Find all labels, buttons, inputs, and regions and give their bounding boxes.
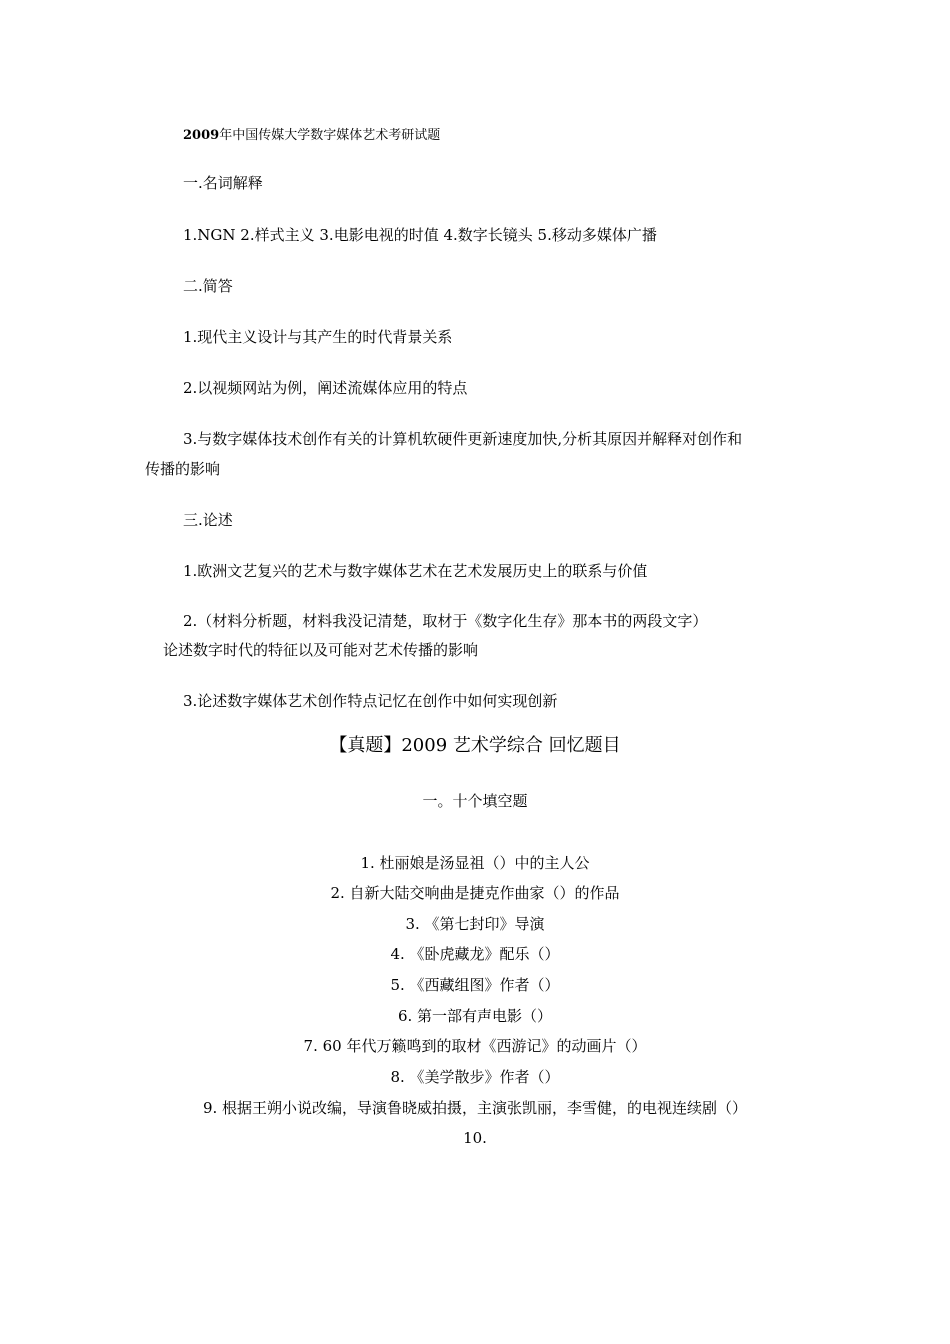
fill-item: 3. 《第七封印》导演 bbox=[405, 915, 545, 933]
exam-title-text: 年中国传媒大学数字媒体艺术考研试题 bbox=[219, 128, 441, 143]
fill-item: 8. 《美学散步》作者（） bbox=[390, 1068, 560, 1086]
section2-question-1: 1.现代主义设计与其产生的时代背景关系 bbox=[183, 328, 453, 346]
fill-item: 2. 自新大陆交响曲是捷克作曲家（）的作品 bbox=[330, 884, 620, 902]
memory-title: 【真题】2009 艺术学综合 回忆题目 bbox=[329, 735, 621, 756]
fill-item: 7. 60 年代万籁鸣到的取材《西游记》的动画片（） bbox=[303, 1037, 647, 1055]
section3-heading: 三.论述 bbox=[183, 511, 233, 529]
section2-heading: 二.简答 bbox=[183, 277, 233, 295]
exam-title-year: 2009 bbox=[183, 128, 220, 143]
exam-title bbox=[183, 129, 440, 142]
section2-question-3-line2: 传播的影响 bbox=[145, 460, 221, 478]
fill-item: 5. 《西藏组图》作者（） bbox=[390, 976, 560, 994]
section3-question-2-line1: 2.（材料分析题，材料我没记清楚，取材于《数字化生存》那本书的两段文字） bbox=[183, 612, 708, 630]
memory-subtitle: 一。十个填空题 bbox=[422, 792, 528, 810]
fill-item: 6. 第一部有声电影（） bbox=[397, 1007, 553, 1025]
fill-item: 9. 根据王朔小说改编，导演鲁晓威拍摄，主演张凯丽，李雪健，的电视连续剧（） bbox=[202, 1099, 748, 1117]
section3-question-3: 3.论述数字媒体艺术创作特点记忆在创作中如何实现创新 bbox=[183, 692, 558, 710]
section1-items: 1.NGN 2.样式主义 3.电影电视的时值 4.数字长镜头 5.移动多媒体广播 bbox=[183, 226, 657, 244]
section2-question-3-line1: 3.与数字媒体技术创作有关的计算机软硬件更新速度加快,分析其原因并解释对创作和 bbox=[183, 430, 743, 448]
fill-item: 10. bbox=[463, 1129, 487, 1147]
section1-heading: 一.名词解释 bbox=[183, 174, 263, 192]
fill-item: 1. 杜丽娘是汤显祖（）中的主人公 bbox=[360, 854, 590, 872]
fill-item: 4. 《卧虎藏龙》配乐（） bbox=[390, 945, 560, 963]
section2-question-2: 2.以视频网站为例，阐述流媒体应用的特点 bbox=[183, 379, 468, 397]
section3-question-2-line2: 论述数字时代的特征以及可能对艺术传播的影响 bbox=[163, 641, 479, 659]
section3-question-1: 1.欧洲文艺复兴的艺术与数字媒体艺术在艺术发展历史上的联系与价值 bbox=[183, 562, 648, 580]
